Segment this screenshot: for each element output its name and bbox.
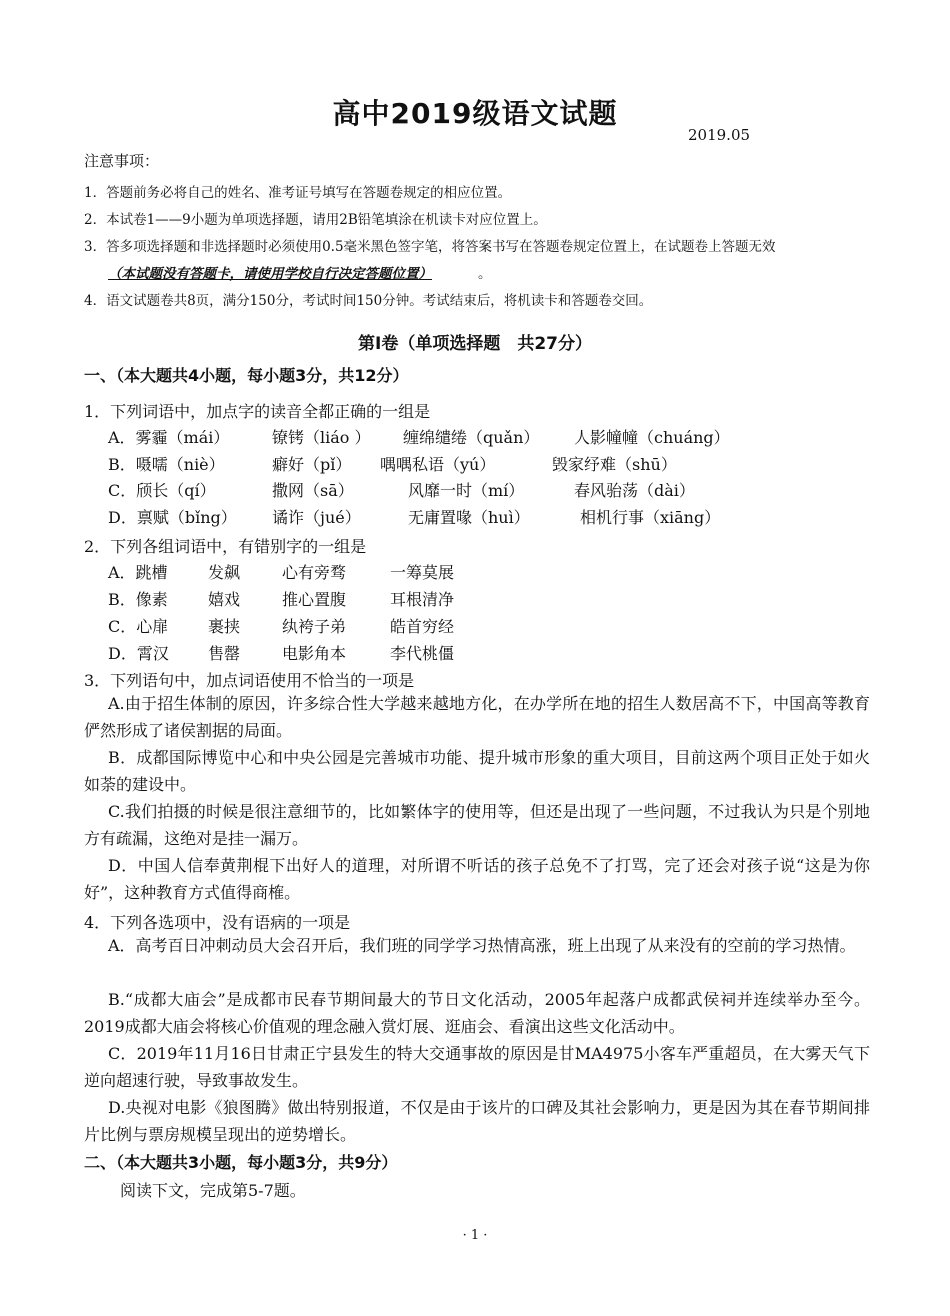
question-1-option-d [108,505,888,527]
question-4-stem: 4．下列各选项中，没有语病的一项是 [84,913,351,932]
option-item: 纨袴子弟 [282,617,347,636]
notice-item: 3．答多项选择题和非选择题时必须使用0.5毫米黑色签字笔，将答案书写在答题卷规定位置上，在试题卷上答题无效 [84,239,776,255]
option-item: 春风骀荡（dài） [574,481,695,500]
page-number: · 1 · [462,1228,488,1243]
option-item: 李代桃僵 [390,644,455,663]
option-item: 一筹莫展 [390,563,455,582]
option-item: 售罄 [208,644,241,663]
option-item: D．霄汉 [108,644,169,663]
option-item: 电影角本 [282,644,347,663]
notice-item3-end: 。 [478,266,492,282]
option-item: 相机行事（xiāng） [580,508,721,527]
option-item: 裹挟 [208,617,241,636]
question-1-option-c [108,478,888,500]
notice-item: 2．本试卷1——9小题为单项选择题，请用2B铅笔填涂在机读卡对应位置上。 [84,212,547,228]
option-item: 推心置腹 [282,590,347,609]
option-item: 镣铐（liáo ） [272,428,371,447]
option-item: 耳根清净 [390,590,455,609]
question-2-stem: 2．下列各组词语中，有错别字的一组是 [84,537,367,556]
option-item: 风靡一时（mí） [408,481,525,500]
question-3-stem: 3．下列语句中，加点词语使用不恰当的一项是 [84,671,415,690]
part-one-heading: 一、（本大题共4小题，每小题3分，共12分） [84,366,409,385]
question-3-option-a: A.由于招生体制的原因，许多综合性大学越来越地方化，在办学所在地的招生人数居高不下，中国高等教育俨然形成了诸侯割据的局面。 [84,694,870,740]
option-item: 谲诈（jué） [272,508,361,527]
option-item: A．雾霾（mái） [108,428,230,447]
option-item: B．嗫嚅（niè） [108,455,225,474]
option-item: 毁家纾难（shū） [552,455,677,474]
option-item: 无庸置喙（huì） [408,508,530,527]
option-item: B．像素 [108,590,168,609]
question-1-option-b [108,452,888,474]
notice-heading: 注意事项： [84,152,160,170]
option-item: C．颀长（qí） [108,481,216,500]
question-3-option-b: B．成都国际博览中心和中央公园是完善城市功能、提升城市形象的重大项目，目前这两个项目正处于如火如荼的建设中。 [84,748,870,794]
exam-title: 高中2019级语文试题 [332,97,618,130]
question-2-option-c [108,614,888,636]
notice-item3-note: （本试题没有答题卡，请使用学校自行决定答题位置） [108,266,432,282]
question-4-option-c: C．2019年11月16日甘肃正宁县发生的特大交通事故的原因是甘MA4975小客车严重超员，在大雾天气下逆向超速行驶，导致事故发生。 [84,1044,870,1090]
option-item: 皓首穷经 [390,617,455,636]
option-item: A．跳槽 [108,563,168,582]
option-item: C．心扉 [108,617,169,636]
option-item: 缠绵缱绻（quǎn） [403,428,540,447]
question-4-option-a: A．高考百日冲刺动员大会召开后，我们班的同学学习热情高涨，班上出现了从来没有的空前的学习热情。 [108,936,856,955]
option-item: 撒网（sā） [272,481,354,500]
option-item: 人影幢幢（chuáng） [574,428,730,447]
option-item: 发飙 [208,563,241,582]
option-item: 心有旁骛 [282,563,347,582]
notice-item: 4．语文试题卷共8页，满分150分，考试时间150分钟。考试结束后，将机读卡和答题卷交回。 [84,293,653,309]
exam-date: 2019.05 [688,126,751,144]
option-item: 癖好（pǐ） [272,455,352,474]
question-2-option-b [108,587,888,609]
question-2-option-a [108,560,888,582]
part-two-intro: 阅读下文，完成第5-7题。 [120,1181,306,1200]
part-two-heading: 二、（本大题共3小题，每小题3分，共9分） [84,1153,398,1172]
option-item: 嬉戏 [208,590,241,609]
question-4-option-d: D.央视对电影《狼图腾》做出特别报道，不仅是由于该片的口碑及其社会影响力，更是因为其在春节期间排片比例与票房规模呈现出的逆势增长。 [84,1098,870,1144]
question-3-option-d: D．中国人信奉黄荆棍下出好人的道理，对所谓不听话的孩子总免不了打骂，完了还会对孩子说“这是为你好”，这种教育方式值得商榷。 [84,856,870,902]
question-2-option-d [108,641,888,663]
section-title: 第Ⅰ卷（单项选择题 共27分） [358,334,592,354]
option-item: 喁喁私语（yú） [380,455,496,474]
question-1-option-a [108,425,888,447]
option-item: D．禀赋（bǐng） [108,508,237,527]
question-1-stem: 1．下列词语中，加点字的读音全都正确的一组是 [84,402,431,421]
question-3-option-c: C.我们拍摄的时候是很注意细节的，比如繁体字的使用等，但还是出现了一些问题，不过我认为只是个别地方有疏漏，这绝对是挂一漏万。 [84,802,870,848]
question-4-option-b: B.“成都大庙会”是成都市民春节期间最大的节日文化活动，2005年起落户成都武侯祠并连续举办至今。2019成都大庙会将核心价值观的理念融入赏灯展、逛庙会、看演出这些文化活动中。 [84,990,870,1036]
notice-item: 1．答题前务必将自己的姓名、准考证号填写在答题卷规定的相应位置。 [84,185,512,201]
